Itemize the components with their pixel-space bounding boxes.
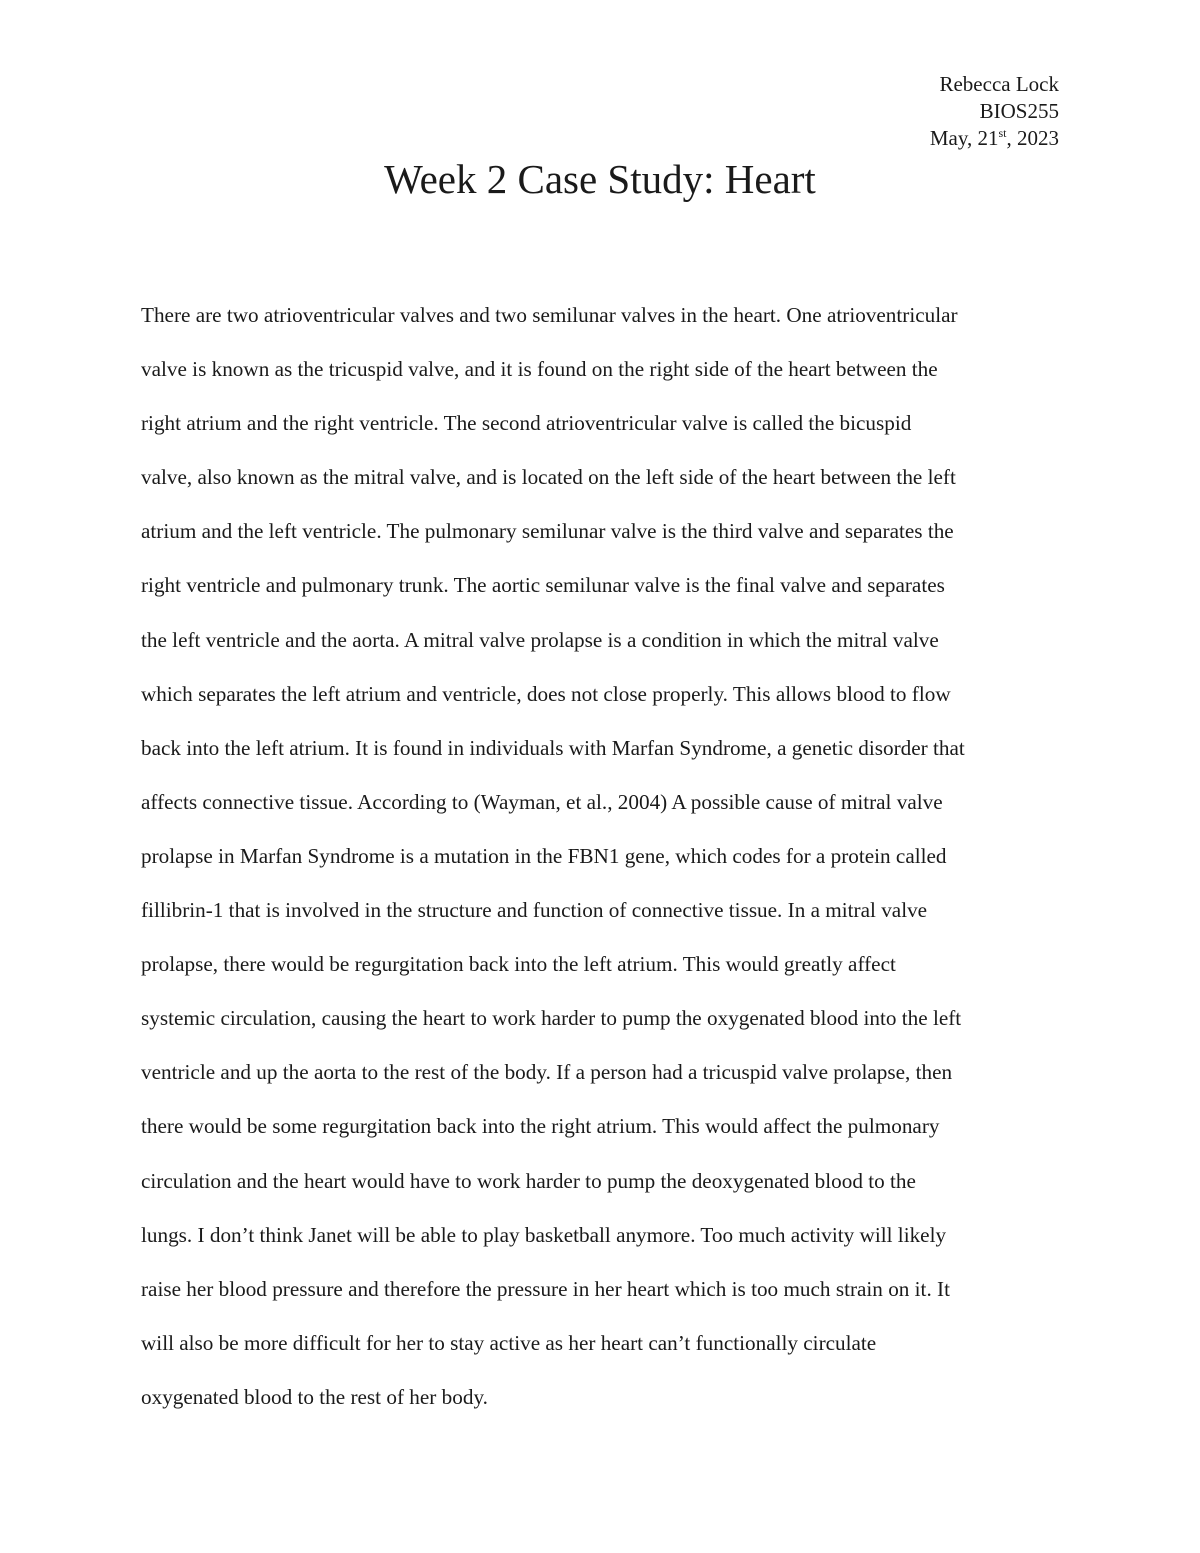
body-line: which separates the left atrium and ventricle, does not close properly. This allows blood to flow (141, 681, 951, 706)
body-line: prolapse, there would be regurgitation back into the left atrium. This would greatly affect (141, 952, 896, 977)
date-line (930, 125, 1059, 152)
body-line: raise her blood pressure and therefore the pressure in her heart which is too much strain on it. It (141, 1276, 950, 1301)
body-line: back into the left atrium. It is found in individuals with Marfan Syndrome, a genetic disorder that (141, 735, 965, 760)
body-line: lungs. I don’t think Janet will be able to play basketball anymore. Too much activity will likely (141, 1222, 947, 1247)
body-line: atrium and the left ventricle. The pulmonary semilunar valve is the third valve and separates the (141, 519, 954, 544)
body-line: circulation and the heart would have to work harder to pump the deoxygenated blood to the (141, 1168, 916, 1193)
body-line: valve, also known as the mitral valve, and is located on the left side of the heart between the left (141, 465, 956, 490)
course-code: BIOS255 (979, 99, 1059, 123)
body-line: There are two atrioventricular valves and two semilunar valves in the heart. One atrioventricular (141, 303, 958, 327)
header-block (930, 71, 1059, 152)
author-name: Rebecca Lock (939, 72, 1059, 96)
date-prefix: May, 21 (929, 126, 999, 150)
body-line: prolapse in Marfan Syndrome is a mutation in the FBN1 gene, which codes for a protein called (141, 843, 947, 868)
body-line: affects connective tissue. According to (Wayman, et al., 2004) A possible cause of mitral valve (141, 789, 943, 814)
date-year: , 2023 (1006, 126, 1059, 150)
body-line: will also be more difficult for her to stay active as her heart can’t functionally circulate (141, 1330, 877, 1355)
body-line: ventricle and up the aorta to the rest of the body. If a person had a tricuspid valve prolapse, then (141, 1060, 953, 1085)
body-line: oxygenated blood to the rest of her body. (141, 1384, 488, 1409)
body-paragraph (141, 288, 1081, 1424)
body-line: right ventricle and pulmonary trunk. The aortic semilunar valve is the final valve and separates (141, 573, 945, 598)
body-line: systemic circulation, causing the heart to work harder to pump the oxygenated blood into the left (141, 1006, 962, 1031)
body-line: right atrium and the right ventricle. The second atrioventricular valve is called the bicuspid (141, 411, 912, 436)
body-line: fillibrin-1 that is involved in the structure and function of connective tissue. In a mitral valve (141, 898, 928, 923)
body-line: the left ventricle and the aorta. A mitral valve prolapse is a condition in which the mitral valve (141, 627, 939, 652)
date-ordinal-suffix: st (998, 126, 1007, 140)
document-title: Week 2 Case Study: Heart (384, 156, 816, 202)
body-line: there would be some regurgitation back into the right atrium. This would affect the pulmonary (141, 1114, 940, 1139)
body-line: valve is known as the tricuspid valve, and it is found on the right side of the heart between the (141, 357, 938, 382)
